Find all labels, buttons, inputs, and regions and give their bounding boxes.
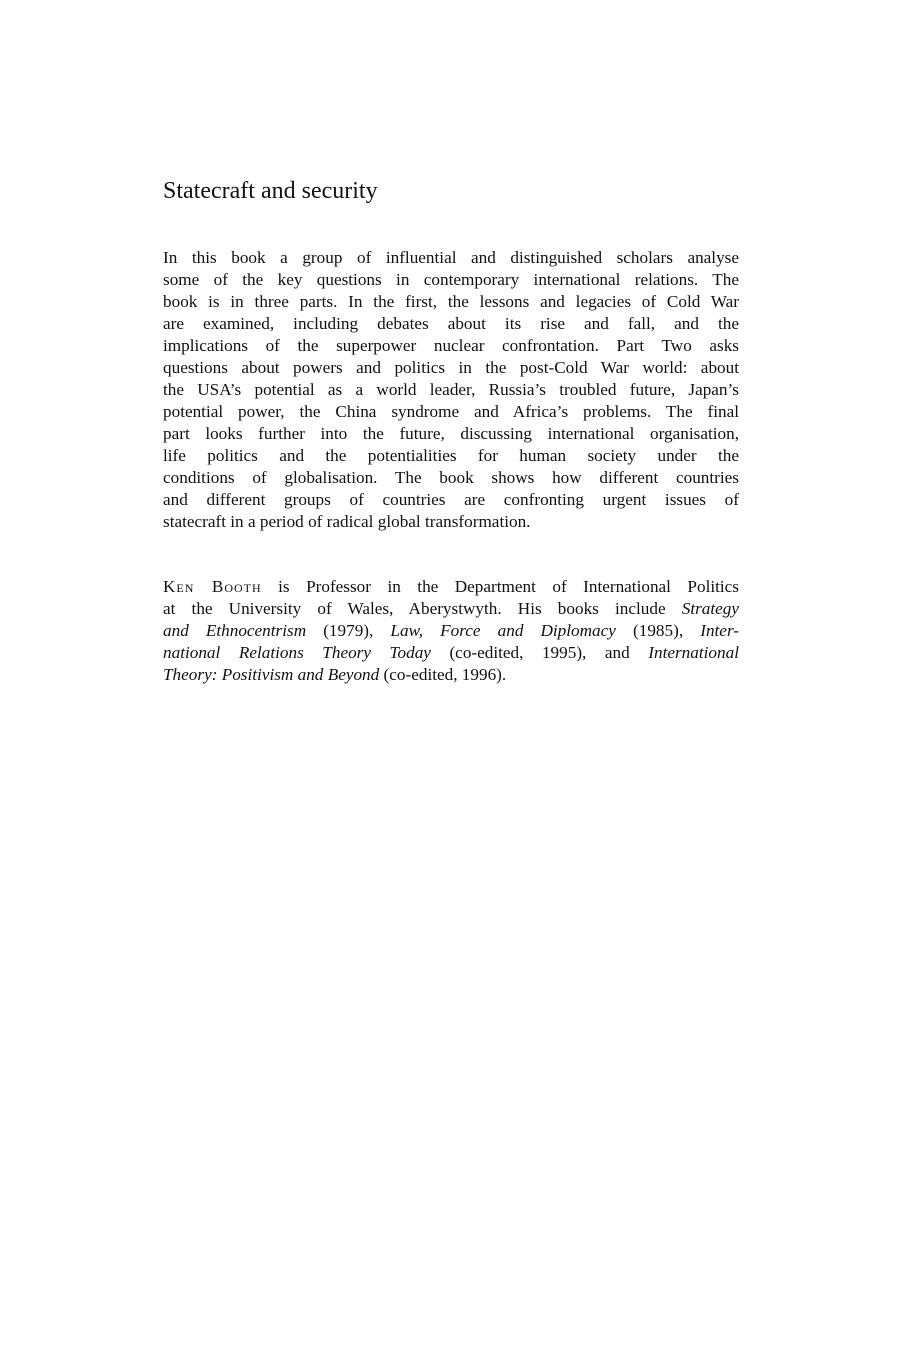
book-title: Law, Force and Diplomacy (390, 621, 616, 640)
book-title: and Ethnocentrism (163, 621, 307, 640)
bio-line (163, 576, 739, 598)
description-line: In this book a group of influential and distinguished scholars analyse (163, 248, 739, 267)
description-line: the USA’s potential as a world leader, Russia’s troubled future, Japan’s (163, 380, 739, 399)
bio-text: (co-edited, 1996). (379, 665, 507, 684)
description-line: statecraft in a period of radical global transformation. (163, 512, 531, 531)
description-line: and different groups of countries are confronting urgent issues of (163, 490, 739, 509)
book-description (163, 247, 739, 533)
description-line: some of the key questions in contemporary international relations. The (163, 270, 739, 289)
description-line: questions about powers and politics in the post-Cold War world: about (163, 358, 739, 377)
bio-text: is Professor in the Department of International Politics (261, 577, 739, 596)
page-title: Statecraft and security (163, 178, 378, 204)
bio-text: (1979), (306, 621, 391, 640)
bio-text: (1985), (615, 621, 701, 640)
book-title: International (648, 643, 739, 662)
author-bio (163, 576, 739, 686)
bio-line (163, 620, 739, 642)
description-line: part looks further into the future, discussing international organisation, (163, 424, 739, 443)
description-line: potential power, the China syndrome and Africa’s problems. The final (163, 402, 739, 421)
description-line: life politics and the potentialities for human society under the (163, 446, 739, 465)
description-line: conditions of globalisation. The book shows how different countries (163, 468, 739, 487)
book-title: Strategy (681, 599, 739, 618)
book-title: Inter- (700, 621, 740, 640)
bio-line (163, 598, 739, 620)
author-name: Ken Booth (163, 577, 262, 596)
description-line: book is in three parts. In the first, the lessons and legacies of Cold War (163, 292, 739, 311)
description-line: are examined, including debates about its rise and fall, and the (163, 314, 739, 333)
book-title: national Relations Theory Today (163, 643, 431, 662)
description-line: implications of the superpower nuclear confrontation. Part Two asks (163, 336, 739, 355)
bio-text: (co-edited, 1995), and (430, 643, 649, 662)
bio-text: at the University of Wales, Aberystwyth. His books include (163, 599, 682, 618)
book-title: Theory: Positivism and Beyond (163, 665, 380, 684)
bio-line (163, 664, 739, 686)
bio-line (163, 642, 739, 664)
